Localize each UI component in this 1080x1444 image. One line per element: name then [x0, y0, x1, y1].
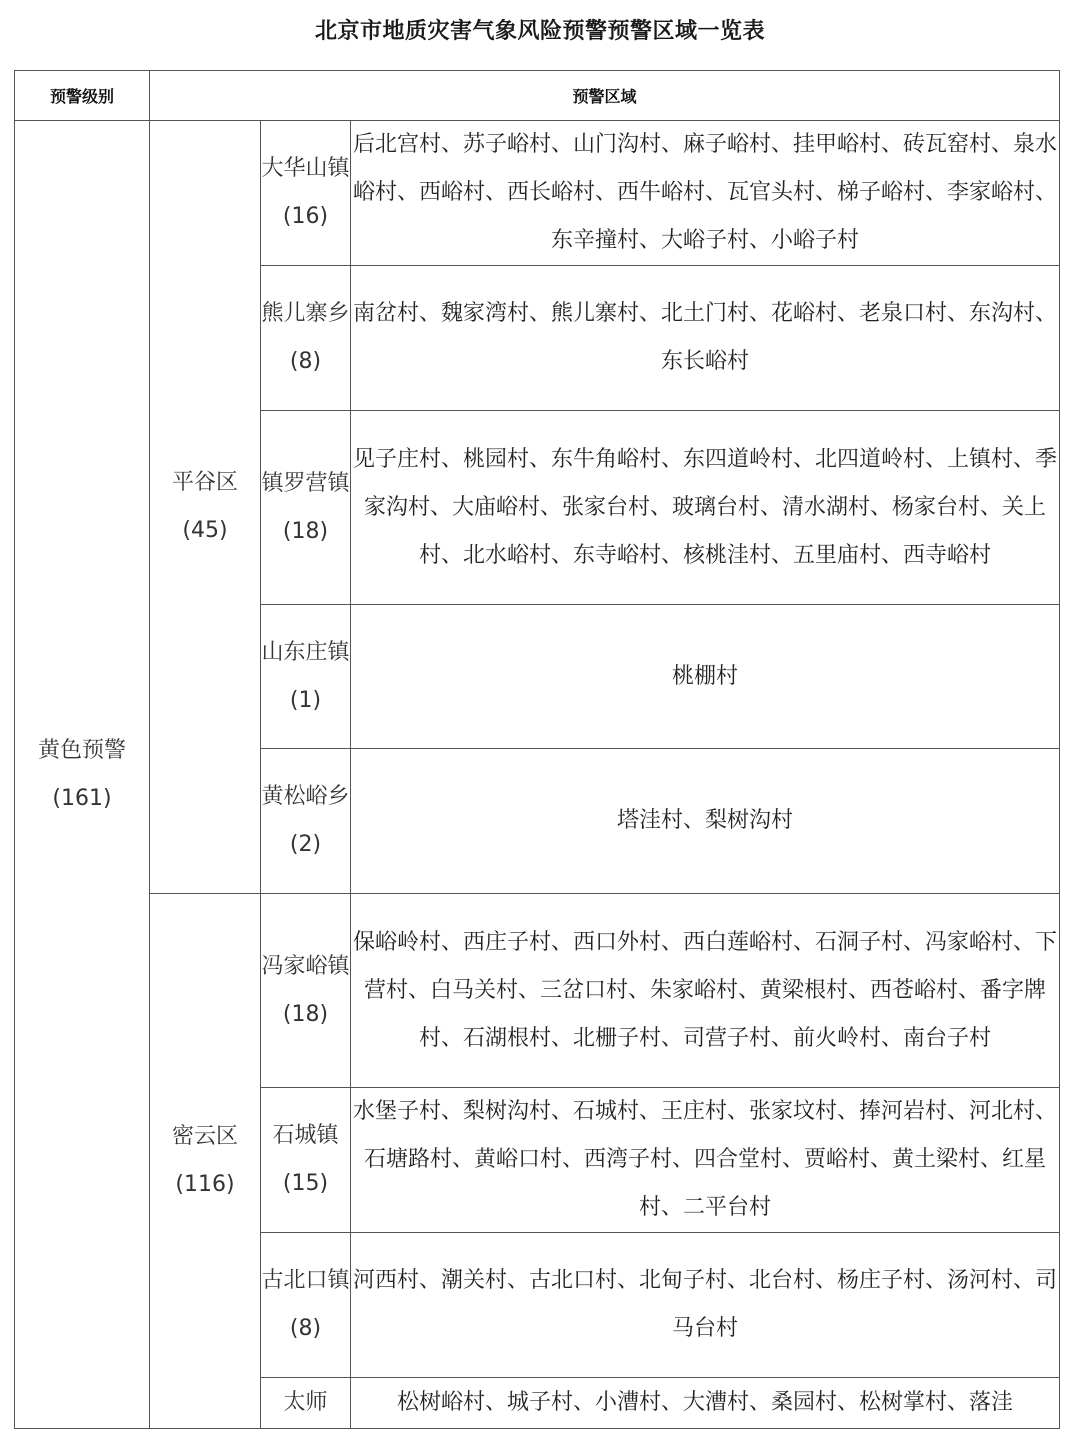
villages-cell: [351, 266, 1060, 411]
villages-list: 水堡子村、梨树沟村、石城村、王庄村、张家坟村、捧河岩村、河北村、石塘路村、黄峪口村、西湾子村、四合堂村、贾峪村、黄土梁村、红星村、二平台村: [352, 1099, 1057, 1220]
villages-cell: [351, 411, 1060, 605]
villages-cell: [351, 1378, 1060, 1429]
header-warning-area: 预警区域: [150, 71, 1060, 121]
villages-cell: [351, 605, 1060, 749]
town-count: (8): [289, 1316, 322, 1341]
villages-list: 塔洼村、梨树沟村: [616, 808, 793, 833]
town-cell: [261, 605, 351, 749]
table-header-row: [15, 71, 1060, 121]
district-cell: [150, 121, 261, 894]
town-name: 镇罗营镇: [261, 470, 350, 496]
town-count: (15): [282, 1171, 329, 1196]
villages-cell: [351, 749, 1060, 894]
district-cell: [150, 894, 261, 1429]
town-name: 黄松峪乡: [261, 784, 350, 809]
villages-cell: [351, 1233, 1060, 1378]
villages-list: 后北宫村、苏子峪村、山门沟村、麻子峪村、挂甲峪村、砖瓦窑村、泉水峪村、西峪村、西长峪村、西牛峪村、瓦官头村、梯子峪村、李家峪村、东辛撞村、大峪子村、小峪子村: [352, 132, 1057, 253]
district-name: 平谷区: [171, 470, 238, 495]
town-count: (18): [282, 518, 329, 544]
town-count: (1): [289, 687, 322, 713]
town-count: (18): [282, 1001, 329, 1027]
villages-cell: [351, 121, 1060, 266]
villages-list: 保峪岭村、西庄子村、西口外村、西白莲峪村、石洞子村、冯家峪村、下营村、白马关村、三岔口村、朱家峪村、黄梁根村、西苍峪村、番字牌村、石湖根村、北栅子村、司营子村、前火岭村、南台子村: [352, 929, 1057, 1051]
warning-level-count: (161): [52, 785, 112, 811]
town-cell: [261, 749, 351, 894]
town-count: (8): [289, 349, 322, 374]
header-warning-level: 预警级别: [15, 71, 150, 121]
villages-list: 南岔村、魏家湾村、熊儿寨村、北土门村、花峪村、老泉口村、东沟村、东长峪村: [352, 301, 1057, 374]
town-cell: [261, 266, 351, 411]
district-count: (116): [175, 1172, 235, 1197]
town-count: (16): [282, 204, 329, 229]
warning-area-table: [14, 70, 1060, 1429]
town-cell: [261, 411, 351, 605]
villages-list: 桃棚村: [671, 663, 738, 689]
district-name: 密云区: [171, 1124, 238, 1149]
table-row: [15, 121, 1060, 266]
town-cell: [261, 1378, 351, 1429]
villages-cell: [351, 894, 1060, 1088]
villages-list: 松树峪村、城子村、小漕村、大漕村、桑园村、松树掌村、落洼: [396, 1390, 1013, 1415]
town-name: 古北口镇: [261, 1268, 350, 1293]
warning-level-cell: [15, 121, 150, 1429]
town-name: 熊儿寨乡: [261, 301, 350, 326]
villages-cell: [351, 1088, 1060, 1233]
warning-level-name: 黄色预警: [37, 737, 126, 763]
villages-list: 见子庄村、桃园村、东牛角峪村、东四道岭村、北四道岭村、上镇村、季家沟村、大庙峪村、张家台村、玻璃台村、清水湖村、杨家台村、关上村、北水峪村、东寺峪村、核桃洼村、五里庙村、西寺峪村: [352, 446, 1057, 568]
town-name: 太师: [283, 1390, 328, 1415]
town-cell: [261, 894, 351, 1088]
town-cell: [261, 121, 351, 266]
town-cell: [261, 1088, 351, 1233]
district-count: (45): [182, 518, 228, 543]
table-row: [15, 894, 1060, 1088]
town-name: 山东庄镇: [261, 639, 350, 665]
town-name: 冯家峪镇: [261, 953, 350, 979]
page-title: 北京市地质灾害气象风险预警预警区域一览表: [314, 19, 765, 44]
town-cell: [261, 1233, 351, 1378]
town-name: 石城镇: [272, 1123, 339, 1148]
town-name: 大华山镇: [261, 156, 350, 181]
villages-list: 河西村、潮关村、古北口村、北甸子村、北台村、杨庄子村、汤河村、司马台村: [352, 1268, 1057, 1341]
town-count: (2): [289, 832, 322, 857]
